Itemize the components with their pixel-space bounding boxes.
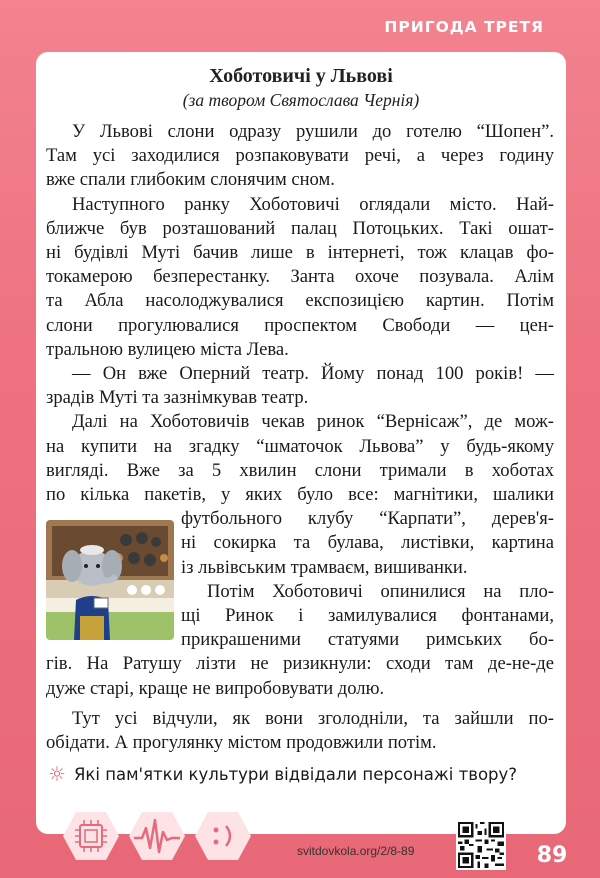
chip-icon <box>62 810 120 862</box>
paragraph-1 <box>46 120 554 193</box>
text-line: Наступного ранку Хоботовичі оглядали місто. Най- <box>72 193 554 215</box>
text-line: — Он вже Оперний театр. Йому понад 100 років! — <box>72 363 554 384</box>
text-line: обідати. А прогулянку містом продовжили потім. <box>46 732 437 754</box>
question-text: Які пам'ятки культури відвідали персонажі твору? <box>73 764 518 784</box>
content-card <box>36 52 566 834</box>
paragraph-4-continued <box>181 507 554 580</box>
text-line: слони прогулювалися проспектом Свободи — цен- <box>46 314 554 336</box>
text-line: тральною вулицею міста Лева. <box>46 338 289 360</box>
text-line: по кілька пакетів, у яких було все: магнітики, шалики <box>46 483 554 505</box>
text-line: дуже старі, краще не випробовувати долю. <box>46 677 385 699</box>
text-line: У Львові слони одразу рушили до готелю “Шопен”. <box>72 121 554 142</box>
page-subtitle: (за твором Святослава Чернія) <box>182 90 420 110</box>
page-number: 89 <box>536 842 568 868</box>
text-line: прикрашеними статуями римських бо- <box>181 629 554 651</box>
text-line: Там усі заходилися розпаковувати речі, а через годину <box>46 145 554 167</box>
paragraph-3 <box>46 362 554 410</box>
text-line: зрадів Муті та зазнімкував театр. <box>46 387 309 409</box>
text-line: футбольного клубу “Карпати”, дерев'я- <box>181 508 554 530</box>
text-line: ближче був розташований палац Потоцьких. Такі ошат- <box>46 217 554 239</box>
footer-icons <box>62 810 252 862</box>
text-line: Тут усі відчули, як вони зголодніли, та зайшли по- <box>72 708 554 729</box>
qr-code[interactable] <box>456 820 506 870</box>
text-line: вже спали глибоким слонячим сном. <box>46 169 335 191</box>
elephant-market-illustration <box>46 520 174 640</box>
text-line: ні будівлі Муті бачив лише в інтернеті, тож клацав фо- <box>46 241 554 263</box>
section-label: ПРИГОДА ТРЕТЯ <box>384 18 544 36</box>
paragraph-6 <box>46 707 554 755</box>
heartbeat-icon <box>128 810 186 862</box>
text-line: щі Ринок і замилувалися фонтанами, <box>181 604 554 626</box>
website-url[interactable]: svitdovkola.org/2/8-89 <box>297 844 415 858</box>
text-line: Потім Хоботовичі опинилися на пло- <box>207 580 554 602</box>
smile-icon <box>194 810 252 862</box>
sun-icon: ☼ <box>48 762 66 786</box>
paragraph-4 <box>46 410 554 507</box>
text-line: та Абла насолоджувалися експозицією картин. Потім <box>46 290 554 312</box>
paragraph-2 <box>46 193 554 362</box>
text-line: ні сокирка та булава, листівки, картина <box>181 532 554 554</box>
text-line: із львівським трамваєм, вишиванки. <box>181 556 468 578</box>
text-line: Далі на Хоботовичів чекав ринок “Вернісаж”, де мож- <box>72 411 554 433</box>
paragraph-5 <box>181 580 554 628</box>
page-title: Хоботовичі у Львові <box>209 65 393 87</box>
text-line: гів. На Ратушу лізти не ризикнули: сходи там де-не-де <box>46 653 554 675</box>
text-line: на купити на згадку “шматочок Львова” у будь-якому <box>46 435 554 457</box>
question <box>48 764 558 784</box>
text-line: токамерою безперестанку. Занта охоче позувала. Алім <box>46 266 554 288</box>
text-line: вигляді. Вже за 5 хвилин слони тримали в хоботах <box>46 459 554 481</box>
